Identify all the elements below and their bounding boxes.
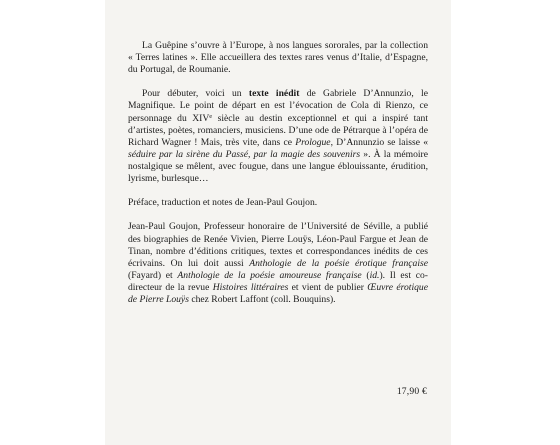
cover-text — [128, 40, 428, 306]
credits-line: Préface, traduction et notes de Jean-Paul Goujon. — [128, 197, 318, 209]
bio-work-2: Anthologie de la poésie amoureuse française — [177, 269, 362, 281]
presentation-paragraph: Pour débuter, voici un texte inédit de Gabriele D’Annunzio, le Magnifique. Le point de départ en est l’évocation de Cola di Rienzo, ce personnage du XIVe siècle au destin exceptionnel et qui a inspiré tant d’artistes, poètes, romanciers, musiciens. D’une ode de Pétrarque à l’opéra de Richard Wagner ! Mais, très vite, dans ce Prologue, D’Annunzio se laisse « séduire par la sirène du Passé, par la magie des souvenirs ». À la mémoire nostalgique se mêlent, avec fougue, dans une langue éblouissante, érudition, lyrisme, burlesque… — [128, 88, 429, 185]
bio-journal: Histoires littéraires — [212, 281, 289, 293]
intro-paragraph: La Guêpine s’ouvre à l’Europe, à nos langues sororales, par la collection « Terres latines ». Elle accueillera des textes rares venus d’Italie, d’Espagne, du Portugal, de Roumanie. — [128, 40, 428, 76]
bio-work-3: Œuvre érotique de Pierre Louÿs — [128, 281, 428, 305]
century-numeral: XIV — [192, 112, 210, 124]
century-superscript: e — [209, 112, 213, 120]
work-title: Prologue — [295, 136, 331, 148]
price-label: 17,90 € — [396, 386, 427, 397]
author-bio: Jean-Paul Goujon, Professeur honoraire de l’Université de Séville, a publié des biographies de Renée Vivien, Pierre Louÿs, Léon-Paul Fargue et Jean de Tinan, nombre d’éditions critiques, textes et correspondances inédits de ces écrivains. On lui doit aussi Anthologie de la poésie érotique française (Fayard) et Anthologie de la poésie amoureuse française (id.). Il est co-directeur de la revue Histoires littéraires et vient de publier Œuvre érotique de Pierre Louÿs chez Robert Laffont (coll. Bouquins). — [128, 221, 428, 305]
bio-idem: id. — [369, 269, 380, 281]
quotation: séduire par la sirène du Passé, par la magie des souvenirs — [128, 148, 361, 160]
back-cover — [105, 0, 451, 445]
bold-phrase: texte inédit — [248, 88, 300, 100]
bio-work-1: Anthologie de la poésie érotique française — [249, 257, 428, 269]
